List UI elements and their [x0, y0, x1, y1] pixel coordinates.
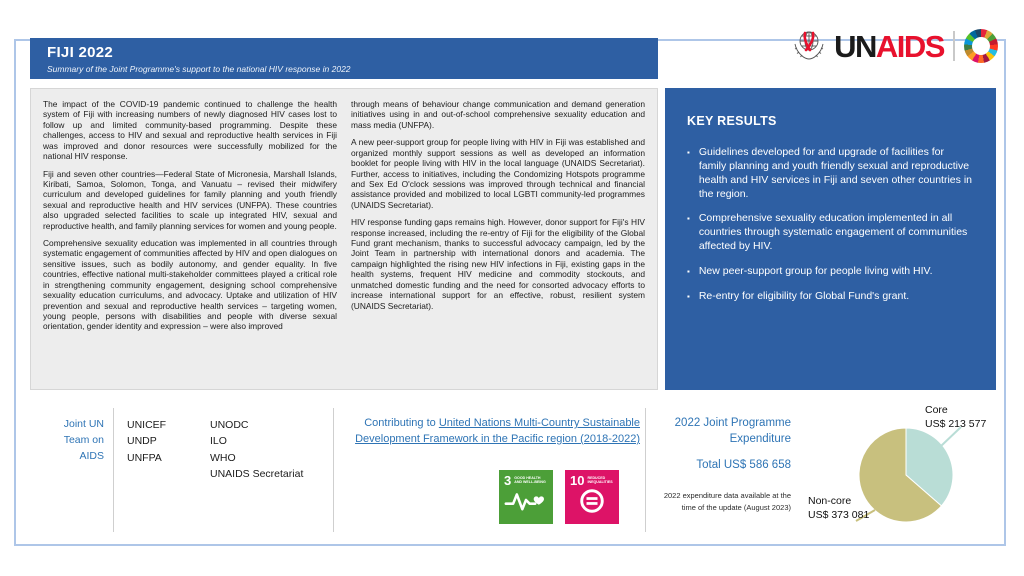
- logo-separator: [953, 31, 955, 61]
- agency-item: UNDP: [127, 435, 157, 448]
- expenditure-total: Total US$ 586 658: [696, 459, 791, 471]
- key-result-item: [687, 290, 974, 304]
- sdg-3-icon: [499, 470, 553, 524]
- slice-value: US$ 373 081: [808, 509, 870, 522]
- paragraph: Comprehensive sexuality education was implemented in all countries through systematic engagement of communities affected by HIV and open dialogues on sensitive issues, such as bodily autonomy, and gender equality. In five countries, effective national multi-stakeholder committees played a critical role in strengthening community engagement, designing school comprehensive sexuality education curriculums, and advocacy. Uptake and utilization of HIV prevention and sexual and reproductive health services – targeting women, young people, persons with disabilities and people with diverse sexual orientation, gender identity and expression – were also improved: [43, 238, 337, 332]
- text-column-1: [43, 99, 337, 381]
- key-result-text: New peer-support group for people living with HIV.: [698, 265, 933, 278]
- paragraph: The impact of the COVID-19 pandemic continued to challenge the health system of Fiji with increasing numbers of newly diagnosed HIV cases lost to follow up and limited community-based programming. Despite these challenges, access to HIV and sexual and reproductive health services in Fiji was improved and donor resources were successfully mobilized for the national HIV response.: [43, 99, 337, 162]
- paragraph: HIV response funding gaps remains high. However, donor support for Fiji's HIV response increased, including the re-entry of Fiji for the eligibility of the Global Fund grant mechanism, thanks to successful advocacy campaign, led by the Joint Team in partnership with international donors and academia. The campaign highlighted the rising new HIV infections in Fiji, existing gaps in the health systems, frequent HIV medicine and commodity stockouts, and unmatched domestic funding and the need for consorted advocacy efforts to increase international support for an effective, robust, resilient system (UNAIDS Secretariat).: [351, 217, 645, 311]
- square-bullet-icon: ▪: [687, 292, 690, 302]
- paragraph: A new peer-support group for people living with HIV in Fiji was established and organized monthly support sessions as well as developed an information booklet for people living with HIV in the local language (UNAIDS Secretariat). Further, access to initiatives, including the Condomizing Hotspots programme and Sex Ed O'clock sessions was improved through technical and financial assistance provided and mobilized to local LGBTI community-led programmes (UNAIDS Secretariat).: [351, 137, 645, 210]
- contributing-text: [355, 416, 640, 448]
- page-title: FIJI 2022: [47, 44, 114, 61]
- page-subtitle: Summary of the Joint Programme's support to the national HIV response in 2022: [47, 64, 351, 74]
- agency-item: UNAIDS Secretariat: [210, 467, 304, 480]
- sdg-caption: REDUCED INEQUALITIES: [587, 476, 613, 485]
- unaids-logo: [789, 24, 998, 68]
- key-results-title: KEY RESULTS: [687, 114, 777, 128]
- agency-list-1: [127, 417, 166, 466]
- agency-item: WHO: [210, 451, 236, 464]
- sdg-10-icon: [565, 470, 619, 524]
- key-result-item: [687, 212, 974, 254]
- slice-value: US$ 213 577: [925, 418, 987, 431]
- sdg-caption: GOOD HEALTH AND WELL-BEING: [514, 476, 546, 485]
- unaids-wordmark: [834, 28, 944, 64]
- pie-label-core: [925, 403, 986, 431]
- square-bullet-icon: ▪: [687, 148, 690, 157]
- header-bar: [30, 38, 658, 79]
- agency-list-2: [210, 417, 303, 482]
- square-bullet-icon: ▪: [687, 214, 690, 224]
- agency-item: UNODC: [210, 419, 249, 431]
- paragraph: through means of behaviour change communication and demand generation initiatives using in and out-of-school comprehensive sexuality education and mass media (UNFPA).: [351, 99, 645, 130]
- summary-text-panel: [30, 88, 658, 390]
- footer-divider: [645, 408, 646, 532]
- expenditure-note: 2022 expenditure data available at the time of the update (August 2023): [663, 491, 791, 512]
- agency-item: UNICEF: [127, 419, 167, 431]
- square-bullet-icon: ▪: [687, 267, 690, 277]
- un-text: UN: [834, 28, 876, 64]
- slice-name: Core: [925, 404, 948, 416]
- framework-link[interactable]: United Nations Multi-Country Sustainable Development Framework in the Pacific region (2018-2022): [355, 417, 640, 445]
- key-results-list: [687, 146, 974, 305]
- un-emblem-icon: [789, 24, 829, 69]
- paragraph: Fiji and seven other countries—Federal State of Micronesia, Marshall Islands, Kiribati, Samoa, Solomon, Tonga, and Vanuatu – revised their midwifery curriculum and developed guidelines for family planning and youth friendly sexual and reproductive health and HIV services (UNFPA). These countries also upgraded selected facilities to scale up integrated HIV, sexual and reproductive health, and family planning services for women and young people.: [43, 168, 337, 231]
- key-results-panel: [665, 88, 996, 390]
- agency-item: UNFPA: [127, 451, 162, 464]
- pie-label-noncore: [808, 494, 869, 522]
- key-result-item: [687, 146, 974, 201]
- key-result-text: Re-entry for eligibility for Global Fund's grant.: [698, 290, 910, 303]
- footer-divider: [333, 408, 334, 532]
- footer-divider: [113, 408, 114, 532]
- contributing-prefix: Contributing to: [364, 417, 439, 429]
- aids-text: AIDS: [875, 28, 944, 64]
- expenditure-title: 2022 Joint Programme Expenditure: [674, 417, 791, 445]
- heartbeat-glyph: [504, 487, 548, 513]
- key-result-text: Guidelines developed for and upgrade of facilities for family planning and youth friendly sexual and reproductive health and HIV services in Fiji and seven other countries in the region.: [698, 146, 972, 200]
- sdg-number: 10: [570, 473, 585, 488]
- key-result-item: [687, 265, 974, 279]
- text-column-2: [351, 99, 645, 381]
- agency-item: ILO: [210, 435, 227, 448]
- joint-un-team-label: Joint UN Team on AIDS: [63, 418, 104, 462]
- sdg-wheel-icon: [964, 29, 998, 63]
- slice-name: Non-core: [808, 495, 852, 507]
- sdg-number: 3: [504, 473, 512, 488]
- key-result-text: Comprehensive sexuality education implemented in all countries through systematic engagement of communities affected by HIV.: [698, 212, 968, 253]
- equality-glyph: [570, 487, 614, 515]
